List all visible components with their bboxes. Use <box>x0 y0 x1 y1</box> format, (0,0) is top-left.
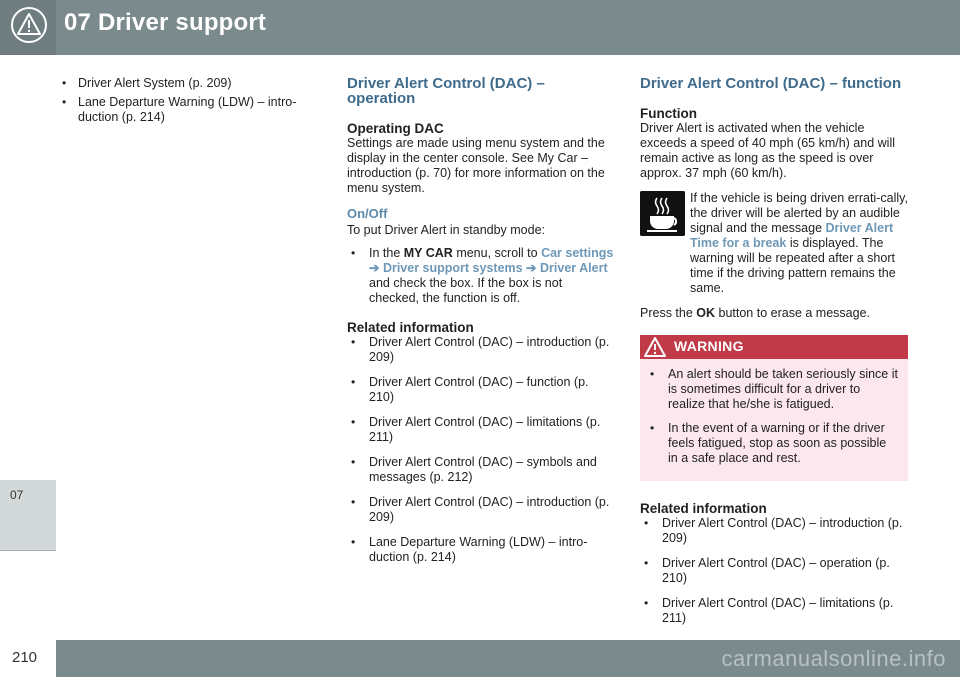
related-list <box>58 76 304 125</box>
list-item: • Driver Alert Control (DAC) – introduction (p. 209) <box>347 495 615 525</box>
warning-triangle-icon <box>643 336 667 358</box>
paragraph: Settings are made using menu system and the display in the center console. See My Car – introduction (p. 70) for more information on the menu system. <box>347 136 605 195</box>
button-name: OK <box>696 306 716 320</box>
steps-list <box>347 246 615 306</box>
header-icon-tab <box>0 0 56 55</box>
list-item: • Driver Alert Control (DAC) – operation (p. 210) <box>640 556 908 586</box>
menu-path: Car settings ➔ Driver support systems ➔ Driver Alert <box>369 246 614 275</box>
subheading: On/Off <box>347 206 388 221</box>
list-item: • Driver Alert Control (DAC) – limitations (p. 211) <box>347 415 615 445</box>
paragraph: Driver Alert is activated when the vehicle exceeds a speed of 40 mph (65 km/h) and will remain active as long as the speed is over approx. 37 mph (60 km/h). <box>640 121 895 180</box>
list-item: • In the MY CAR menu, scroll to Car settings ➔ Driver support systems ➔ Driver Alert and check the box. If the box is not checked, the function is off. <box>347 246 615 306</box>
list-item: • Driver Alert Control (DAC) – introduction (p. 209) <box>640 516 908 546</box>
column-3 <box>640 76 908 636</box>
warning-header <box>640 335 908 359</box>
list-item: • Driver Alert Control (DAC) – symbols and messages (p. 212) <box>347 455 615 485</box>
list-item: • Lane Departure Warning (LDW) – intro-duction (p. 214) <box>347 535 615 565</box>
menu-name: MY CAR <box>403 246 453 260</box>
icon-paragraph <box>640 191 908 296</box>
page-number: 210 <box>12 649 38 666</box>
paragraph: If the vehicle is being driven errati-cally, the driver will be alerted by an audible signal and the message Driver Alert Time for a break is displayed. The warning will be repeated after a short time if the driving pattern remains the same. <box>690 191 908 295</box>
page-title: 07 Driver support <box>64 9 267 36</box>
list-item: • Lane Departure Warning (LDW) – intro-duction (p. 214) <box>58 95 304 125</box>
warning-box <box>640 335 908 481</box>
section-heading: Driver Alert Control (DAC) – function <box>640 75 902 92</box>
subsection-title: Function <box>640 106 697 121</box>
list-item: • Driver Alert Control (DAC) – function (p. 210) <box>347 375 615 405</box>
paragraph: To put Driver Alert in standby mode: <box>347 223 546 237</box>
list-item: • Driver Alert Control (DAC) – introduction (p. 209) <box>347 335 615 365</box>
page-header <box>0 0 960 55</box>
chapter-number: 07 <box>10 488 24 502</box>
list-item: • In the event of a warning or if the driver feels fatigued, stop as soon as possible in a safe place and rest. <box>646 421 898 466</box>
subsection-title: Related information <box>640 501 767 516</box>
chapter-tab <box>0 480 56 551</box>
watermark: carmanualsonline.info <box>721 646 946 671</box>
warning-list <box>640 359 908 481</box>
subsection-title: Related information <box>347 320 474 335</box>
subsection-title: Operating DAC <box>347 121 444 136</box>
warning-label: WARNING <box>674 338 744 354</box>
list-item: • An alert should be taken seriously since it is sometimes difficult for a driver to realize that he/she is fatigued. <box>646 367 898 412</box>
paragraph: Press the OK button to erase a message. <box>640 306 870 320</box>
page-number-box <box>0 640 56 677</box>
related-list <box>347 335 615 565</box>
related-list <box>640 516 908 626</box>
side-strip <box>0 55 56 485</box>
list-item: • Driver Alert System (p. 209) <box>58 76 304 91</box>
warning-triangle-icon <box>10 6 48 44</box>
message-text: Driver Alert Time for a break <box>690 221 894 250</box>
section-heading: Driver Alert Control (DAC) – operation <box>347 75 545 107</box>
column-2 <box>347 76 615 575</box>
coffee-cup-icon <box>640 191 685 236</box>
column-1 <box>58 76 304 129</box>
list-item: • Driver Alert Control (DAC) – limitations (p. 211) <box>640 596 908 626</box>
